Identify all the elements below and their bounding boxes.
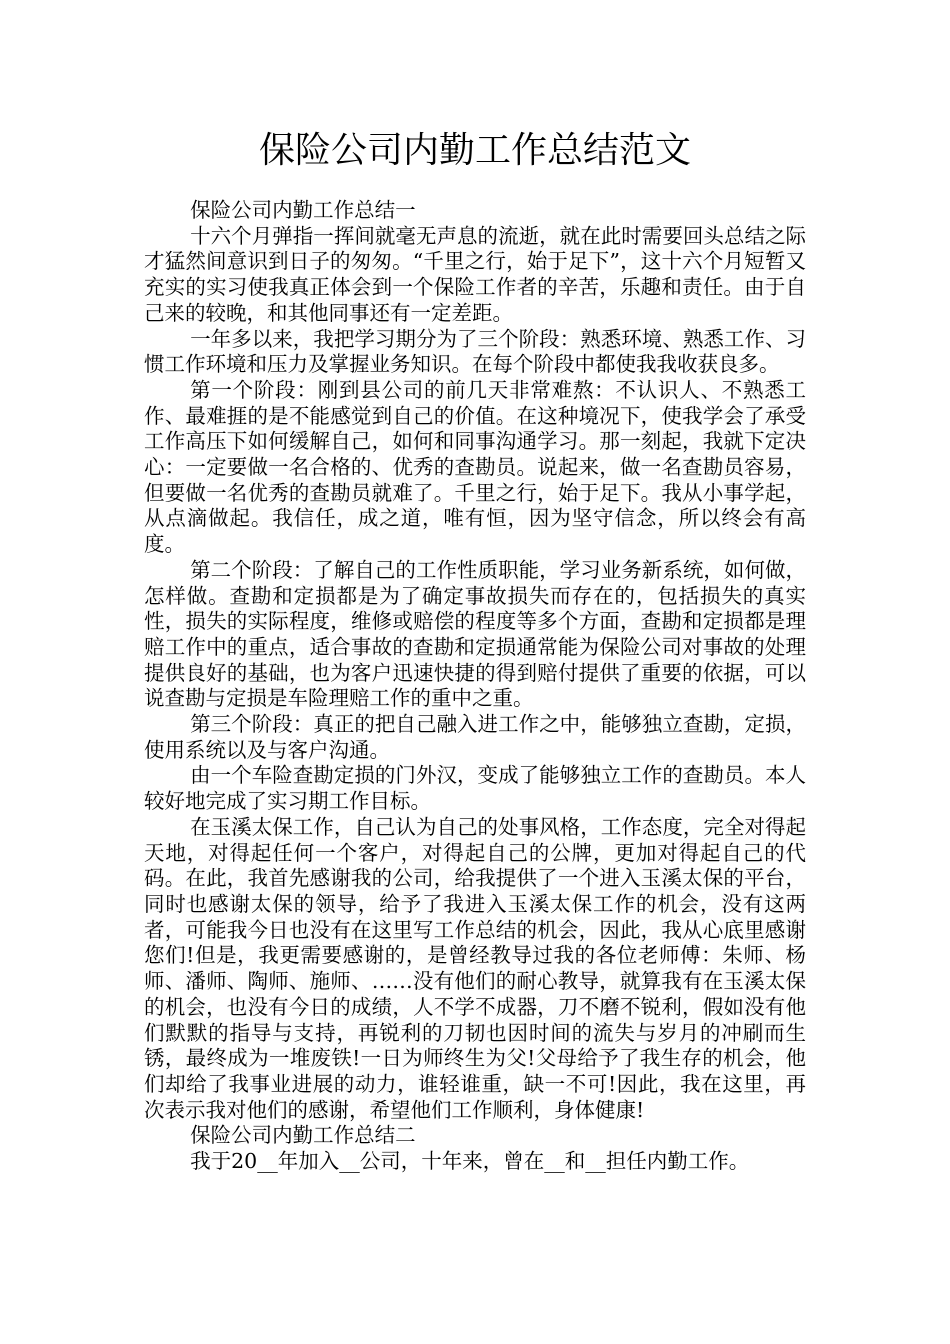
paragraph: 由一个车险查勘定损的门外汉，变成了能够独立工作的查勘员。本人较好地完成了实习期工作目标。: [144, 763, 806, 814]
section-heading-2: 保险公司内勤工作总结二: [190, 1123, 416, 1148]
paragraph: 第二个阶段：了解自己的工作性质职能，学习业务新系统，如何做，怎样做。查勘和定损都是为了确定事故损失而存在的，包括损失的真实性，损失的实际程度，维修或赔偿的程度等多个方面，查勘和定损都是理赔工作中的重点，适合事故的查勘和定损通常能为保险公司对事故的处理提供良好的基础，也为客户迅速快捷的得到赔付提供了重要的依据，可以说查勘与定损是车险理赔工作的重中之重。: [144, 557, 806, 711]
document-title: 保险公司内勤工作总结范文: [258, 130, 691, 171]
paragraph: 第一个阶段：刚到县公司的前几天非常难熬：不认识人、不熟悉工作、最难捱的是不能感觉到自己的价值。在这种境况下，使我学会了承受工作高压下如何缓解自己，如何和同事沟通学习。那一刻起，我就下定决心：一定要做一名合格的、优秀的查勘员。说起来，做一名查勘员容易，但要做一名优秀的查勘员就难了。千里之行，始于足下。我从小事学起，从点滴做起。我信任，成之道，唯有恒，因为坚守信念，所以终会有高度。: [144, 377, 806, 557]
paragraph: 十六个月弹指一挥间就毫无声息的流逝，就在此时需要回头总结之际才猛然间意识到日子的匆匆。“千里之行，始于足下”，这十六个月短暂又充实的实习使我真正体会到一个保险工作者的辛苦，乐趣和责任。由于自己来的较晚，和其他同事还有一定差距。: [144, 223, 806, 325]
paragraph: 在玉溪太保工作，自己认为自己的处事风格，工作态度，完全对得起天地，对得起任何一个客户，对得起自己的公牌，更加对得起自己的代码。在此，我首先感谢我的公司，给我提供了一个进入玉溪太保的平台，同时也感谢太保的领导，给予了我进入玉溪太保工作的机会，没有这两者，可能我今日也没有在这里写工作总结的机会，因此，我从心底里感谢您们!但是，我更需要感谢的，是曾经教导过我的各位老师傅：朱师、杨师、潘师、陶师、施师、……没有他们的耐心教导，就算我有在玉溪太保的机会，也没有今日的成绩，人不学不成器，刀不磨不锐利，假如没有他们默默的指导与支持，再锐利的刀韧也因时间的流失与岁月的冲刷而生锈，最终成为一堆废铁!一日为师终生为父!父母给予了我生存的机会，他们却给了我事业进展的动力，谁轻谁重，缺一不可!因此，我在这里，再次表示我对他们的感谢，希望他们工作顺利，身体健康!: [144, 814, 806, 1122]
paragraph: 我于20__年加入__公司，十年来，曾在__和__担任内勤工作。: [190, 1149, 750, 1174]
paragraph: 第三个阶段：真正的把自己融入进工作之中，能够独立查勘，定损，使用系统以及与客户沟通。: [144, 712, 806, 762]
paragraph: 一年多以来，我把学习期分为了三个阶段：熟悉环境、熟悉工作、习惯工作环境和压力及掌握业务知识。在每个阶段中都使我我收获良多。: [144, 326, 806, 377]
document-body: [144, 198, 806, 1175]
section-heading-1: 保险公司内勤工作总结一: [190, 198, 416, 222]
